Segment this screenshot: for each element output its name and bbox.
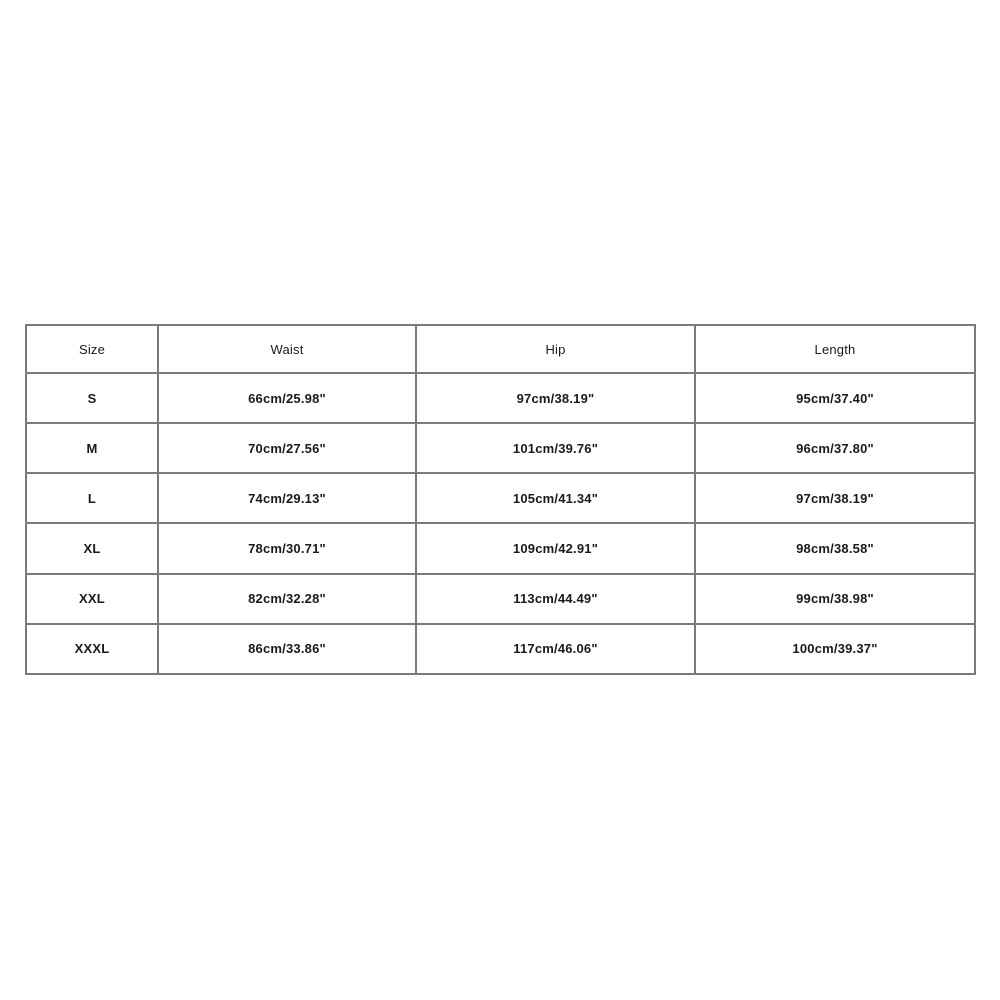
cell-size: S	[26, 373, 158, 423]
cell-hip: 113cm/44.49"	[416, 574, 695, 624]
table-row	[26, 574, 975, 624]
cell-length: 98cm/38.58"	[695, 523, 975, 573]
cell-length: 95cm/37.40"	[695, 373, 975, 423]
table-row	[26, 624, 975, 674]
cell-length: 96cm/37.80"	[695, 423, 975, 473]
cell-hip: 117cm/46.06"	[416, 624, 695, 674]
cell-size: M	[26, 423, 158, 473]
cell-hip: 97cm/38.19"	[416, 373, 695, 423]
cell-length: 99cm/38.98"	[695, 574, 975, 624]
cell-size: L	[26, 473, 158, 523]
table-row	[26, 423, 975, 473]
table-row	[26, 473, 975, 523]
cell-length: 100cm/39.37"	[695, 624, 975, 674]
cell-size: XL	[26, 523, 158, 573]
cell-size: XXL	[26, 574, 158, 624]
cell-waist: 70cm/27.56"	[158, 423, 416, 473]
cell-hip: 109cm/42.91"	[416, 523, 695, 573]
cell-size: XXXL	[26, 624, 158, 674]
cell-hip: 101cm/39.76"	[416, 423, 695, 473]
header-waist: Waist	[158, 325, 416, 373]
table-header-row	[26, 325, 975, 373]
cell-waist: 82cm/32.28"	[158, 574, 416, 624]
table-row	[26, 373, 975, 423]
cell-waist: 74cm/29.13"	[158, 473, 416, 523]
size-chart-table	[25, 324, 976, 675]
table-row	[26, 523, 975, 573]
cell-waist: 66cm/25.98"	[158, 373, 416, 423]
cell-waist: 86cm/33.86"	[158, 624, 416, 674]
cell-length: 97cm/38.19"	[695, 473, 975, 523]
cell-waist: 78cm/30.71"	[158, 523, 416, 573]
header-size: Size	[26, 325, 158, 373]
header-length: Length	[695, 325, 975, 373]
cell-hip: 105cm/41.34"	[416, 473, 695, 523]
header-hip: Hip	[416, 325, 695, 373]
